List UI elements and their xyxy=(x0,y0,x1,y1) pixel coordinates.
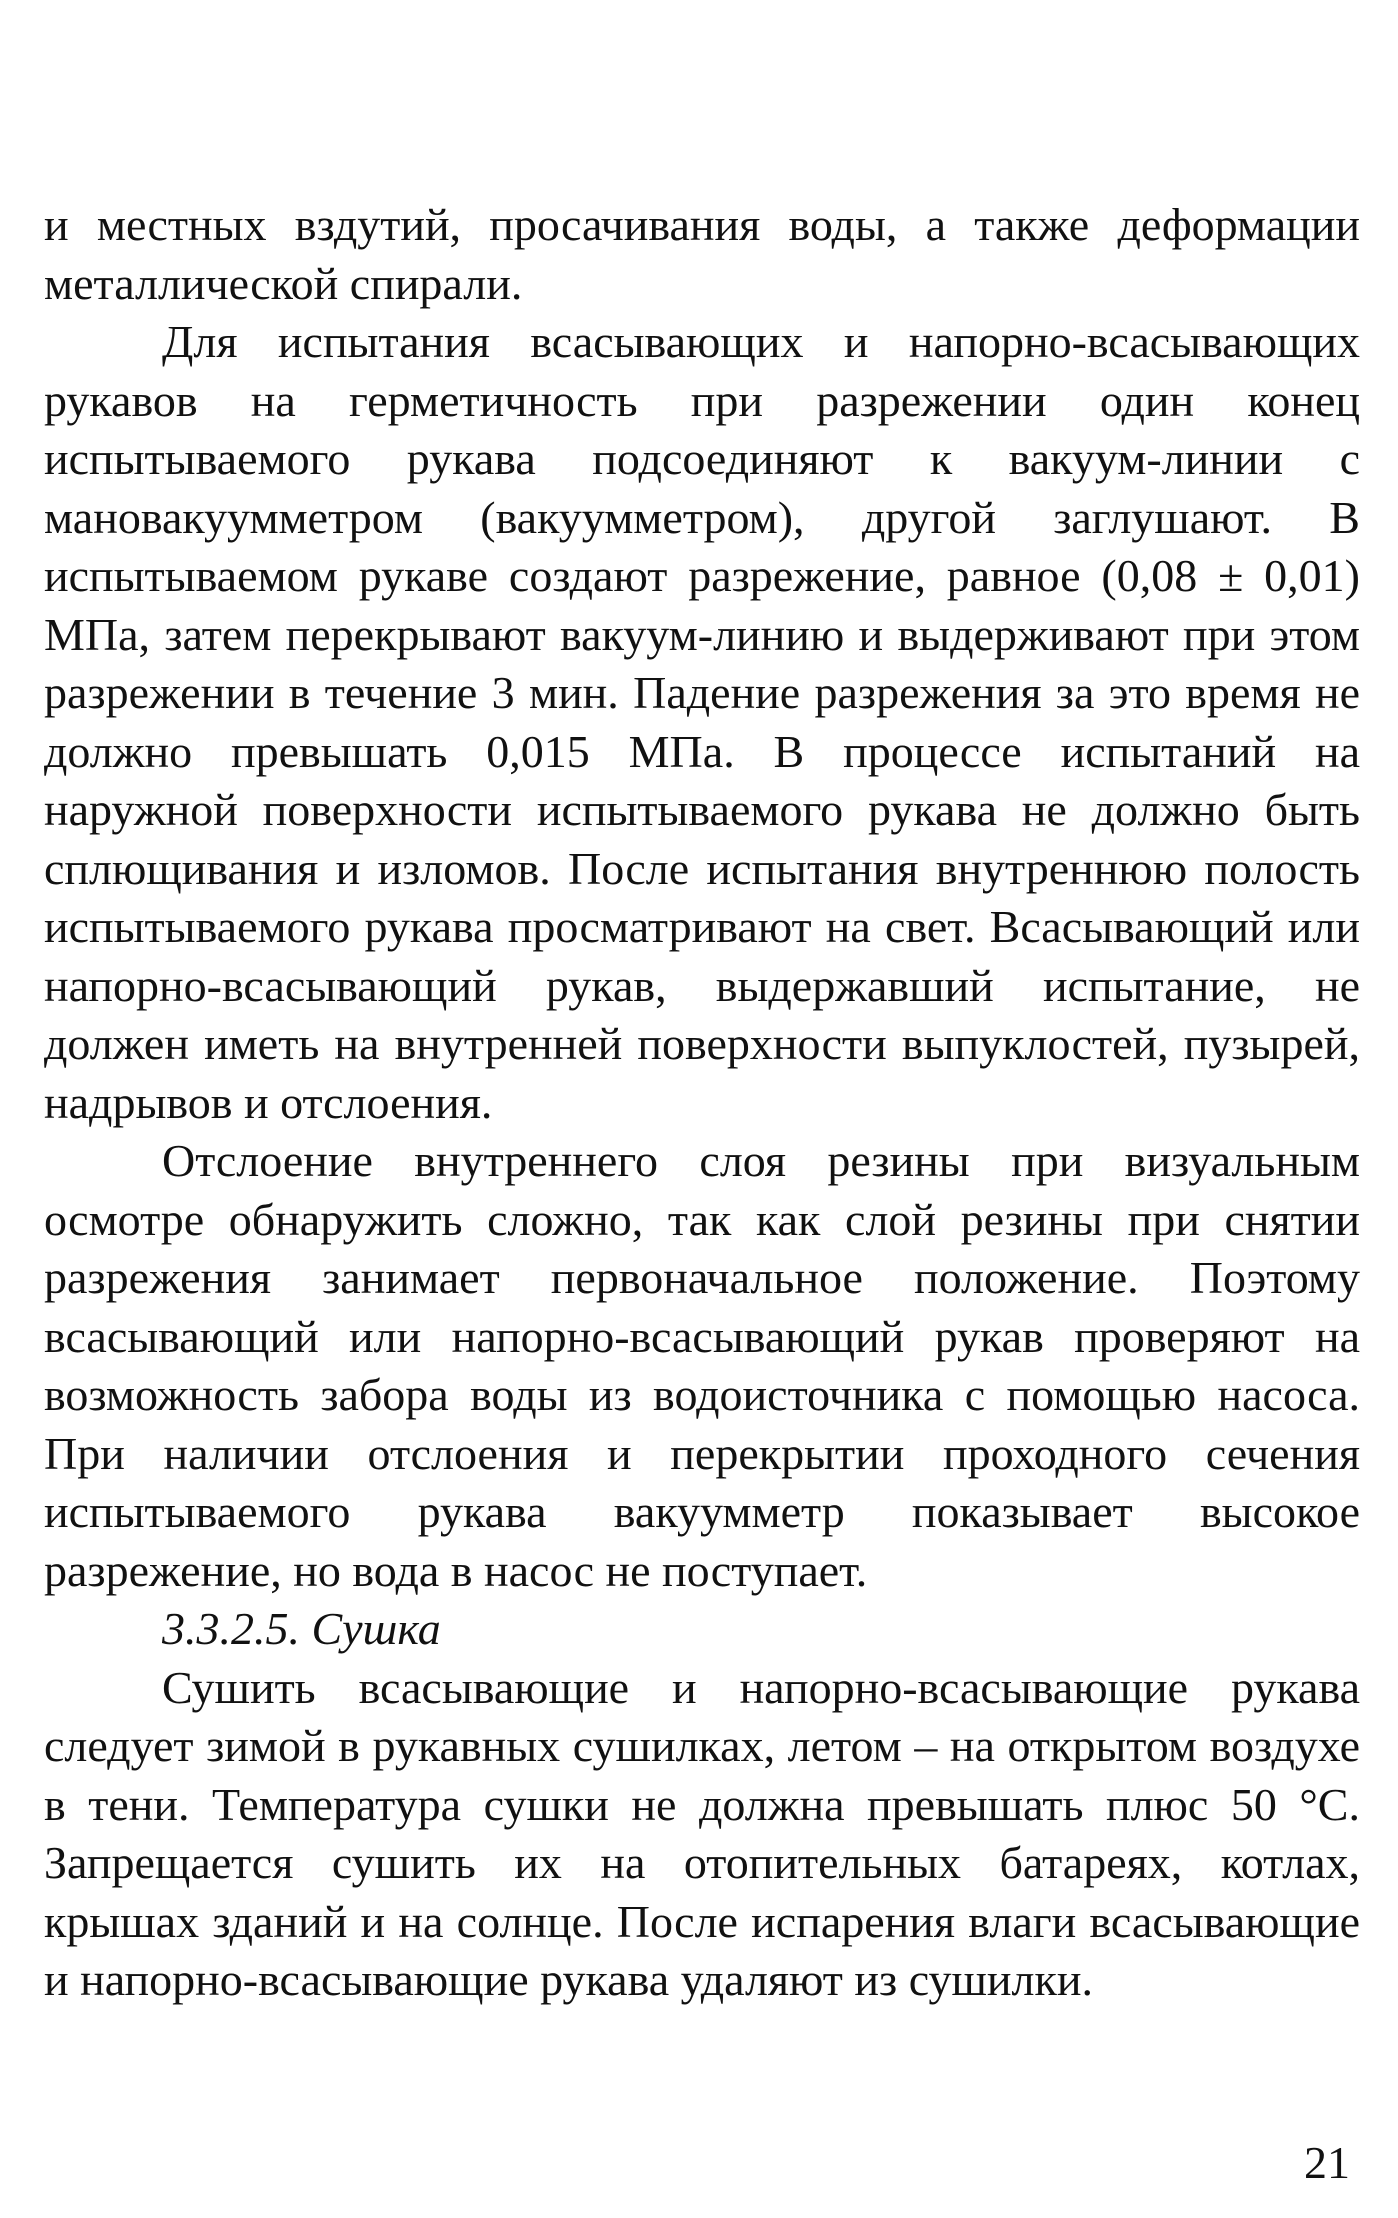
page-number: 21 xyxy=(1304,2137,1350,2188)
paragraph-continuation: и местных вздутий, просачивания воды, а также деформации металлической спирали. xyxy=(44,199,1360,309)
section-heading: 3.3.2.5. Сушка xyxy=(162,1603,441,1654)
paragraph-drying: Сушить всасывающие и напорно-всасывающие рукава следует зимой в рукавных сушилках, летом – на открытом воздухе в тени. Температура сушки не должна превышать плюс 50 °С. Запрещается сушить их на отопительных батареях, котлах, крышах зданий и на солнце. После испарения влаги всасывающие и напорно-всасывающие рукава удаляют из сушилки. xyxy=(44,1661,1360,2005)
document-page xyxy=(44,196,1360,2010)
paragraph-vacuum-test: Для испытания всасывающих и напорно-всасывающих рукавов на герметичность при разрежении один конец испытываемого рукава подсоединяют к вакуум-линии с мановакуумметром (вакуумметром), другой заглушают. В испытываемом рукаве создают разрежение, равное (0,08 ± 0,01) МПа, затем перекрывают вакуум-линию и выдерживают при этом разрежении в течение 3 мин. Падение разрежения за это время не должно превышать 0,015 МПа. В процессе испытаний на наружной поверхности испытываемого рукава не должно быть сплющивания и изломов. После испытания внутреннюю полость испытываемого рукава просматривают на свет. Всасывающий или напорно-всасывающий рукав, выдержавший испытание, не должен иметь на внутренней поверхности выпуклостей, пузырей, надрывов и отслоения. xyxy=(44,316,1360,1128)
paragraph-delamination: Отслоение внутреннего слоя резины при визуальным осмотре обнаружить сложно, так как слой резины при снятии разрежения занимает первоначальное положение. Поэтому всасывающий или напорно-всасывающий рукав проверяют на возможность забора воды из водоисточника с помощью насоса. При наличии отслоения и перекрытии проходного сечения испытываемого рукава вакуумметр показывает высокое разрежение, но вода в насос не поступает. xyxy=(44,1135,1360,1596)
